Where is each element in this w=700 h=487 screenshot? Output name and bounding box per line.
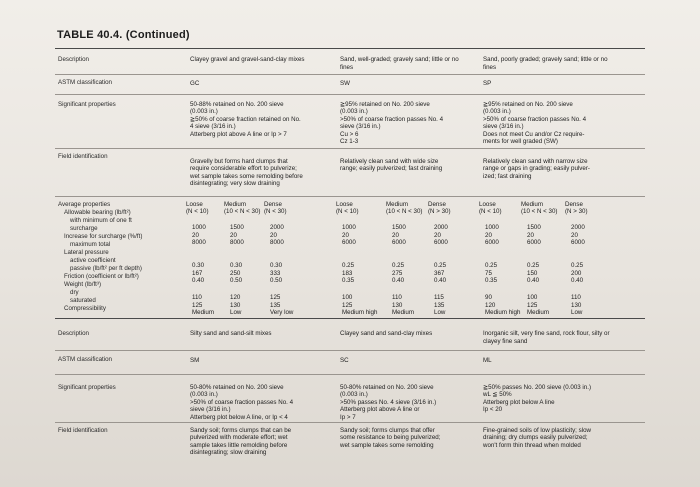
row-label-with-min: with minimum of one ft: [70, 217, 132, 224]
upper-col-1-increase-value: 20: [392, 231, 399, 239]
upper-col-0-friction-value: 0.50: [270, 277, 283, 284]
upper-col-0-density-head: Dense: [264, 201, 282, 208]
lower-col-0-significant-line: (0.003 in.): [190, 391, 218, 399]
row-label-increase: Increase for surcharge (%/ft): [64, 233, 143, 240]
upper-col-0-friction-value: 0.50: [230, 277, 243, 284]
lower-row-label-astm: ASTM classification: [58, 356, 112, 363]
rule-field: [55, 196, 645, 197]
lower-col-0-significant-line: >50% of coarse fraction passes No. 4: [190, 398, 294, 406]
upper-col-0-field-id-line: disintegrating; very slow draining: [190, 180, 280, 188]
upper-col-2-allowable-value: 1000: [485, 224, 499, 231]
upper-col-0-significant-line: 4 sieve (3/16 in.): [190, 123, 236, 131]
upper-col-1-maximum-value: 6000: [342, 239, 356, 246]
upper-col-1-dry-value: 110: [392, 294, 402, 301]
upper-col-0-increase-value: 20: [270, 231, 277, 239]
lower-col-0-significant-line: 50-80% retained on No. 200 sieve: [190, 384, 284, 391]
row-label-friction: Friction (coefficient or lb/ft²): [64, 273, 139, 280]
upper-col-2-increase-value: 20: [571, 231, 578, 239]
upper-col-2-increase-value: 20: [485, 231, 492, 239]
row-label-weight: Weight (lb/ft³): [64, 281, 102, 288]
upper-col-2-dry-value: 100: [527, 294, 538, 301]
lower-col-1-field-id-line: wet sample takes some remolding: [340, 441, 434, 449]
lower-col-1-significant-line: (0.003 in.): [340, 391, 368, 399]
lower-col-0-field-id-line: pulverized with moderate effort; wet: [190, 434, 288, 442]
upper-col-2-passive-value: 75: [485, 269, 492, 277]
upper-col-0-friction-value: 0.40: [192, 277, 205, 284]
upper-col-0-description: Clayey gravel and gravel-sand-clay mixes: [190, 56, 305, 63]
upper-col-1-dry-value: 115: [434, 294, 444, 301]
lower-rule-desc: [55, 350, 645, 351]
upper-col-2-density-head: (N < 10): [479, 208, 502, 216]
upper-col-2-allowable-value: 1500: [527, 224, 541, 231]
upper-col-1-compress-value: Medium: [392, 309, 415, 316]
upper-col-0-allowable-value: 1500: [230, 224, 244, 231]
upper-col-2-saturated-value: 125: [527, 301, 538, 309]
upper-col-2-allowable-value: 2000: [571, 224, 585, 231]
row-label-field-id: Field identification: [58, 153, 108, 160]
upper-col-0-field-id-line: Gravelly but forms hard clumps that: [190, 158, 288, 165]
upper-col-0-significant-line: (0.003 in.): [190, 108, 218, 116]
upper-col-0-increase-value: 20: [192, 231, 199, 239]
upper-col-1-maximum-value: 6000: [392, 239, 406, 246]
upper-col-0-compress-value: Medium: [192, 309, 215, 316]
row-label-compressibility: Compressibility: [64, 305, 106, 312]
upper-col-0-saturated-value: 130: [230, 301, 241, 309]
upper-col-1-passive-value: 367: [434, 269, 445, 277]
lower-col-2-significant-line: wL ≦ 50%: [483, 391, 512, 399]
row-label-allowable: Allowable bearing (lb/ft²): [64, 209, 131, 216]
row-label-avg-props: Average properties: [58, 201, 111, 208]
rule-desc: [55, 74, 645, 75]
upper-col-2-significant-line: >50% of coarse fraction passes No. 4: [483, 115, 587, 123]
upper-col-2-density-head: Medium: [521, 201, 544, 208]
upper-col-2-compress-value: Low: [571, 309, 583, 316]
upper-col-1-allowable-value: 1500: [392, 224, 406, 231]
lower-col-0-significant-line: Atterberg plot below A line, or Ip < 4: [190, 413, 288, 421]
upper-col-2-saturated-value: 120: [485, 301, 496, 309]
upper-col-1-compress-value: Medium high: [342, 309, 378, 316]
rule-astm: [55, 94, 645, 95]
lower-col-1-field-id-line: Sandy soil; forms clumps that offer: [340, 427, 435, 434]
upper-col-2-friction-value: 0.35: [485, 277, 498, 284]
upper-col-2-density-head: (N > 30): [565, 208, 588, 216]
upper-col-0-density-head: Medium: [224, 201, 247, 208]
upper-col-1-saturated-value: 125: [342, 301, 353, 309]
lower-col-0-field-id-line: disintegrating; slow draining: [190, 449, 267, 457]
lower-col-2-astm: ML: [483, 357, 492, 364]
upper-col-2-active-value: 0.25: [485, 262, 498, 269]
upper-col-2-passive-value: 150: [527, 269, 538, 277]
upper-col-1-passive-value: 275: [392, 269, 403, 277]
lower-col-1-significant-line: 50-80% retained on No. 200 sieve: [340, 384, 434, 391]
row-label-dry: dry: [70, 289, 79, 296]
upper-col-1-density-head: (10 < N < 30): [386, 208, 423, 216]
lower-row-label-significant: Significant properties: [58, 384, 116, 391]
lower-col-0-significant-line: sieve (3/16 in.): [190, 406, 231, 414]
upper-col-0-significant-line: 50-88% retained on No. 200 sieve: [190, 101, 284, 108]
lower-col-2-significant-line: Ip < 20: [483, 406, 503, 414]
lower-row-label-field-id: Field identification: [58, 427, 108, 434]
upper-col-1-significant-line: ≧95% retained on No. 200 sieve: [340, 101, 430, 108]
table-title: TABLE 40.4. (Continued): [57, 29, 190, 41]
upper-col-1-passive-value: 183: [342, 269, 353, 277]
upper-col-0-allowable-value: 1000: [192, 224, 206, 231]
upper-col-1-density-head: (N < 10): [336, 208, 359, 216]
upper-col-0-dry-value: 125: [270, 294, 281, 301]
upper-col-2-compress-value: Medium: [527, 309, 550, 316]
upper-col-0-compress-value: Low: [230, 309, 242, 316]
upper-col-2-compress-value: Medium high: [485, 309, 521, 316]
upper-col-0-density-head: Loose: [186, 201, 203, 208]
lower-col-1-description: Clayey sand and sand-clay mixes: [340, 330, 433, 337]
lower-col-1-field-id-line: some resistance to being pulverized;: [340, 434, 441, 442]
upper-col-1-increase-value: 20: [434, 231, 441, 239]
upper-col-2-field-id-line: Relatively clean sand with narrow size: [483, 158, 588, 165]
upper-col-2-saturated-value: 130: [571, 301, 582, 309]
upper-col-1-friction-value: 0.40: [392, 277, 405, 284]
upper-col-0-active-value: 0.30: [192, 262, 205, 269]
upper-col-2-density-head: Dense: [565, 201, 583, 208]
upper-col-1-compress-value: Low: [434, 309, 446, 316]
row-label-surcharge: surcharge: [70, 225, 98, 232]
upper-col-0-density-head: (N < 10): [186, 208, 209, 216]
upper-col-2-friction-value: 0.40: [571, 277, 584, 284]
lower-col-2-significant-line: Atterberg plot below A line: [483, 398, 555, 406]
upper-col-0-field-id-line: require considerable effort to pulverize;: [190, 165, 297, 173]
upper-col-1-increase-value: 20: [342, 231, 349, 239]
upper-col-1-active-value: 0.25: [342, 262, 355, 269]
upper-col-1-friction-value: 0.35: [342, 277, 355, 284]
upper-col-1-active-value: 0.25: [392, 262, 405, 269]
lower-rule-significant: [55, 422, 645, 423]
upper-col-1-active-value: 0.25: [434, 262, 447, 269]
lower-col-2-field-id-line: won't form thin thread when molded: [483, 441, 581, 449]
upper-col-1-saturated-value: 130: [392, 301, 403, 309]
upper-col-1-significant-line: Cu > 6: [340, 130, 359, 138]
upper-col-0-allowable-value: 2000: [270, 224, 284, 231]
upper-col-2-field-id-line: ized; fast draining: [483, 172, 532, 180]
upper-col-2-maximum-value: 6000: [527, 239, 541, 246]
upper-col-2-maximum-value: 6000: [485, 239, 499, 246]
row-label-astm: ASTM classification: [58, 79, 112, 86]
upper-col-2-significant-line: (0.003 in.): [483, 108, 511, 116]
upper-col-1-density-head: Medium: [386, 201, 409, 208]
row-label-lateral: Lateral pressure: [64, 249, 109, 256]
row-label-significant: Significant properties: [58, 101, 116, 108]
upper-col-0-active-value: 0.30: [230, 262, 243, 269]
upper-col-0-saturated-value: 135: [270, 301, 281, 309]
row-label-maximum: maximum total: [70, 241, 111, 248]
header-rule: [55, 48, 645, 49]
upper-col-1-significant-line: sieve (3/16 in.): [340, 123, 381, 131]
upper-col-0-maximum-value: 8000: [230, 239, 244, 246]
upper-col-2-significant-line: ments for well graded (SW): [483, 138, 558, 145]
upper-col-1-field-id-line: Relatively clean sand with wide size: [340, 158, 439, 165]
upper-col-2-dry-value: 110: [571, 294, 581, 301]
upper-col-2-description: Sand, poorly graded; gravely sand; little or no fines: [483, 56, 608, 71]
upper-col-1-density-head: (N > 30): [428, 208, 451, 216]
lower-col-2-description: Inorganic silt, very fine sand, rock flour, silty or clayey fine sand: [483, 330, 610, 345]
lower-col-1-significant-line: Ip > 7: [340, 413, 356, 421]
upper-col-2-significant-line: ≧95% retained on No. 200 sieve: [483, 101, 573, 108]
upper-col-0-density-head: (10 < N < 30): [224, 208, 261, 216]
upper-col-2-dry-value: 90: [485, 294, 492, 301]
upper-col-0-dry-value: 110: [192, 294, 202, 301]
upper-col-0-astm: GC: [190, 80, 200, 87]
lower-col-1-significant-line: Atterberg plot above A line or: [340, 406, 420, 414]
upper-col-2-density-head: Loose: [479, 201, 496, 208]
lower-col-0-field-id-line: sample takes little remolding before: [190, 441, 288, 449]
upper-col-2-significant-line: sieve (3/16 in.): [483, 123, 524, 131]
upper-col-1-astm: SW: [340, 80, 350, 87]
upper-col-2-maximum-value: 6000: [571, 239, 585, 246]
lower-col-0-astm: SM: [190, 357, 200, 364]
lower-col-0-description: Silty sand and sand-silt mixes: [190, 330, 272, 337]
row-label-passive: passive (lb/ft² per ft depth): [70, 265, 142, 272]
lower-col-1-astm: SC: [340, 357, 349, 364]
upper-col-1-significant-line: (0.003 in.): [340, 108, 368, 116]
upper-col-1-saturated-value: 135: [434, 301, 445, 309]
row-label-description: Description: [58, 56, 89, 63]
upper-col-0-maximum-value: 8000: [192, 239, 206, 246]
upper-col-2-density-head: (10 < N < 30): [521, 208, 558, 216]
upper-col-0-field-id-line: wet sample takes some remolding before: [190, 172, 303, 180]
upper-col-0-passive-value: 167: [192, 269, 203, 277]
upper-col-0-significant-line: Atterberg plot above A line or Ip > 7: [190, 130, 287, 138]
row-label-active: active coefficient: [70, 257, 116, 264]
upper-col-1-description: Sand, well-graded; gravely sand; little or no fines: [340, 56, 459, 71]
upper-col-2-significant-line: Does not meet Cu and/or Cz require-: [483, 130, 585, 138]
row-label-saturated: saturated: [70, 297, 96, 304]
lower-col-2-significant-line: ≧50% passes No. 200 sieve (0.003 in.): [483, 384, 592, 391]
upper-col-0-active-value: 0.30: [270, 262, 283, 269]
upper-col-2-friction-value: 0.40: [527, 277, 540, 284]
upper-col-1-density-head: Dense: [428, 201, 446, 208]
upper-col-2-field-id-line: range or gaps in grading; easily pulver-: [483, 165, 590, 173]
upper-col-0-maximum-value: 8000: [270, 239, 284, 246]
rule-significant: [55, 148, 645, 149]
upper-col-2-active-value: 0.25: [527, 262, 540, 269]
upper-col-0-increase-value: 20: [230, 231, 237, 239]
lower-col-2-field-id-line: draining; dry clumps easily pulverized;: [483, 434, 588, 442]
upper-col-1-friction-value: 0.40: [434, 277, 447, 284]
lower-rule-astm: [55, 374, 645, 375]
upper-col-1-allowable-value: 2000: [434, 224, 448, 231]
upper-col-2-increase-value: 20: [527, 231, 534, 239]
upper-col-1-significant-line: >50% of coarse fraction passes No. 4: [340, 115, 444, 123]
upper-col-1-field-id-line: range; easily pulverized; fast draining: [340, 165, 443, 173]
upper-col-1-dry-value: 100: [342, 294, 353, 301]
upper-col-2-astm: SP: [483, 80, 492, 87]
section-rule: [55, 318, 645, 319]
lower-col-1-significant-line: >50% passes No. 4 sieve (3/16 in.): [340, 398, 437, 406]
upper-col-0-passive-value: 333: [270, 269, 281, 277]
upper-col-2-active-value: 0.25: [571, 262, 584, 269]
upper-col-0-saturated-value: 125: [192, 301, 203, 309]
lower-col-2-field-id-line: Fine-grained soils of low plasticity; slow: [483, 427, 591, 434]
upper-col-1-allowable-value: 1000: [342, 224, 356, 231]
lower-row-label-description: Description: [58, 330, 89, 337]
upper-col-0-significant-line: ≧50% of coarse fraction retained on No.: [190, 115, 301, 123]
upper-col-0-compress-value: Very low: [270, 309, 294, 316]
upper-col-0-dry-value: 120: [230, 294, 241, 301]
upper-col-0-passive-value: 250: [230, 269, 241, 277]
lower-col-0-field-id-line: Sandy soil; forms clumps that can be: [190, 427, 292, 434]
upper-col-2-passive-value: 200: [571, 269, 582, 277]
upper-col-1-density-head: Loose: [336, 201, 353, 208]
upper-col-1-significant-line: Cz 1-3: [340, 138, 359, 145]
upper-col-0-density-head: (N < 30): [264, 208, 287, 216]
upper-col-1-maximum-value: 6000: [434, 239, 448, 246]
